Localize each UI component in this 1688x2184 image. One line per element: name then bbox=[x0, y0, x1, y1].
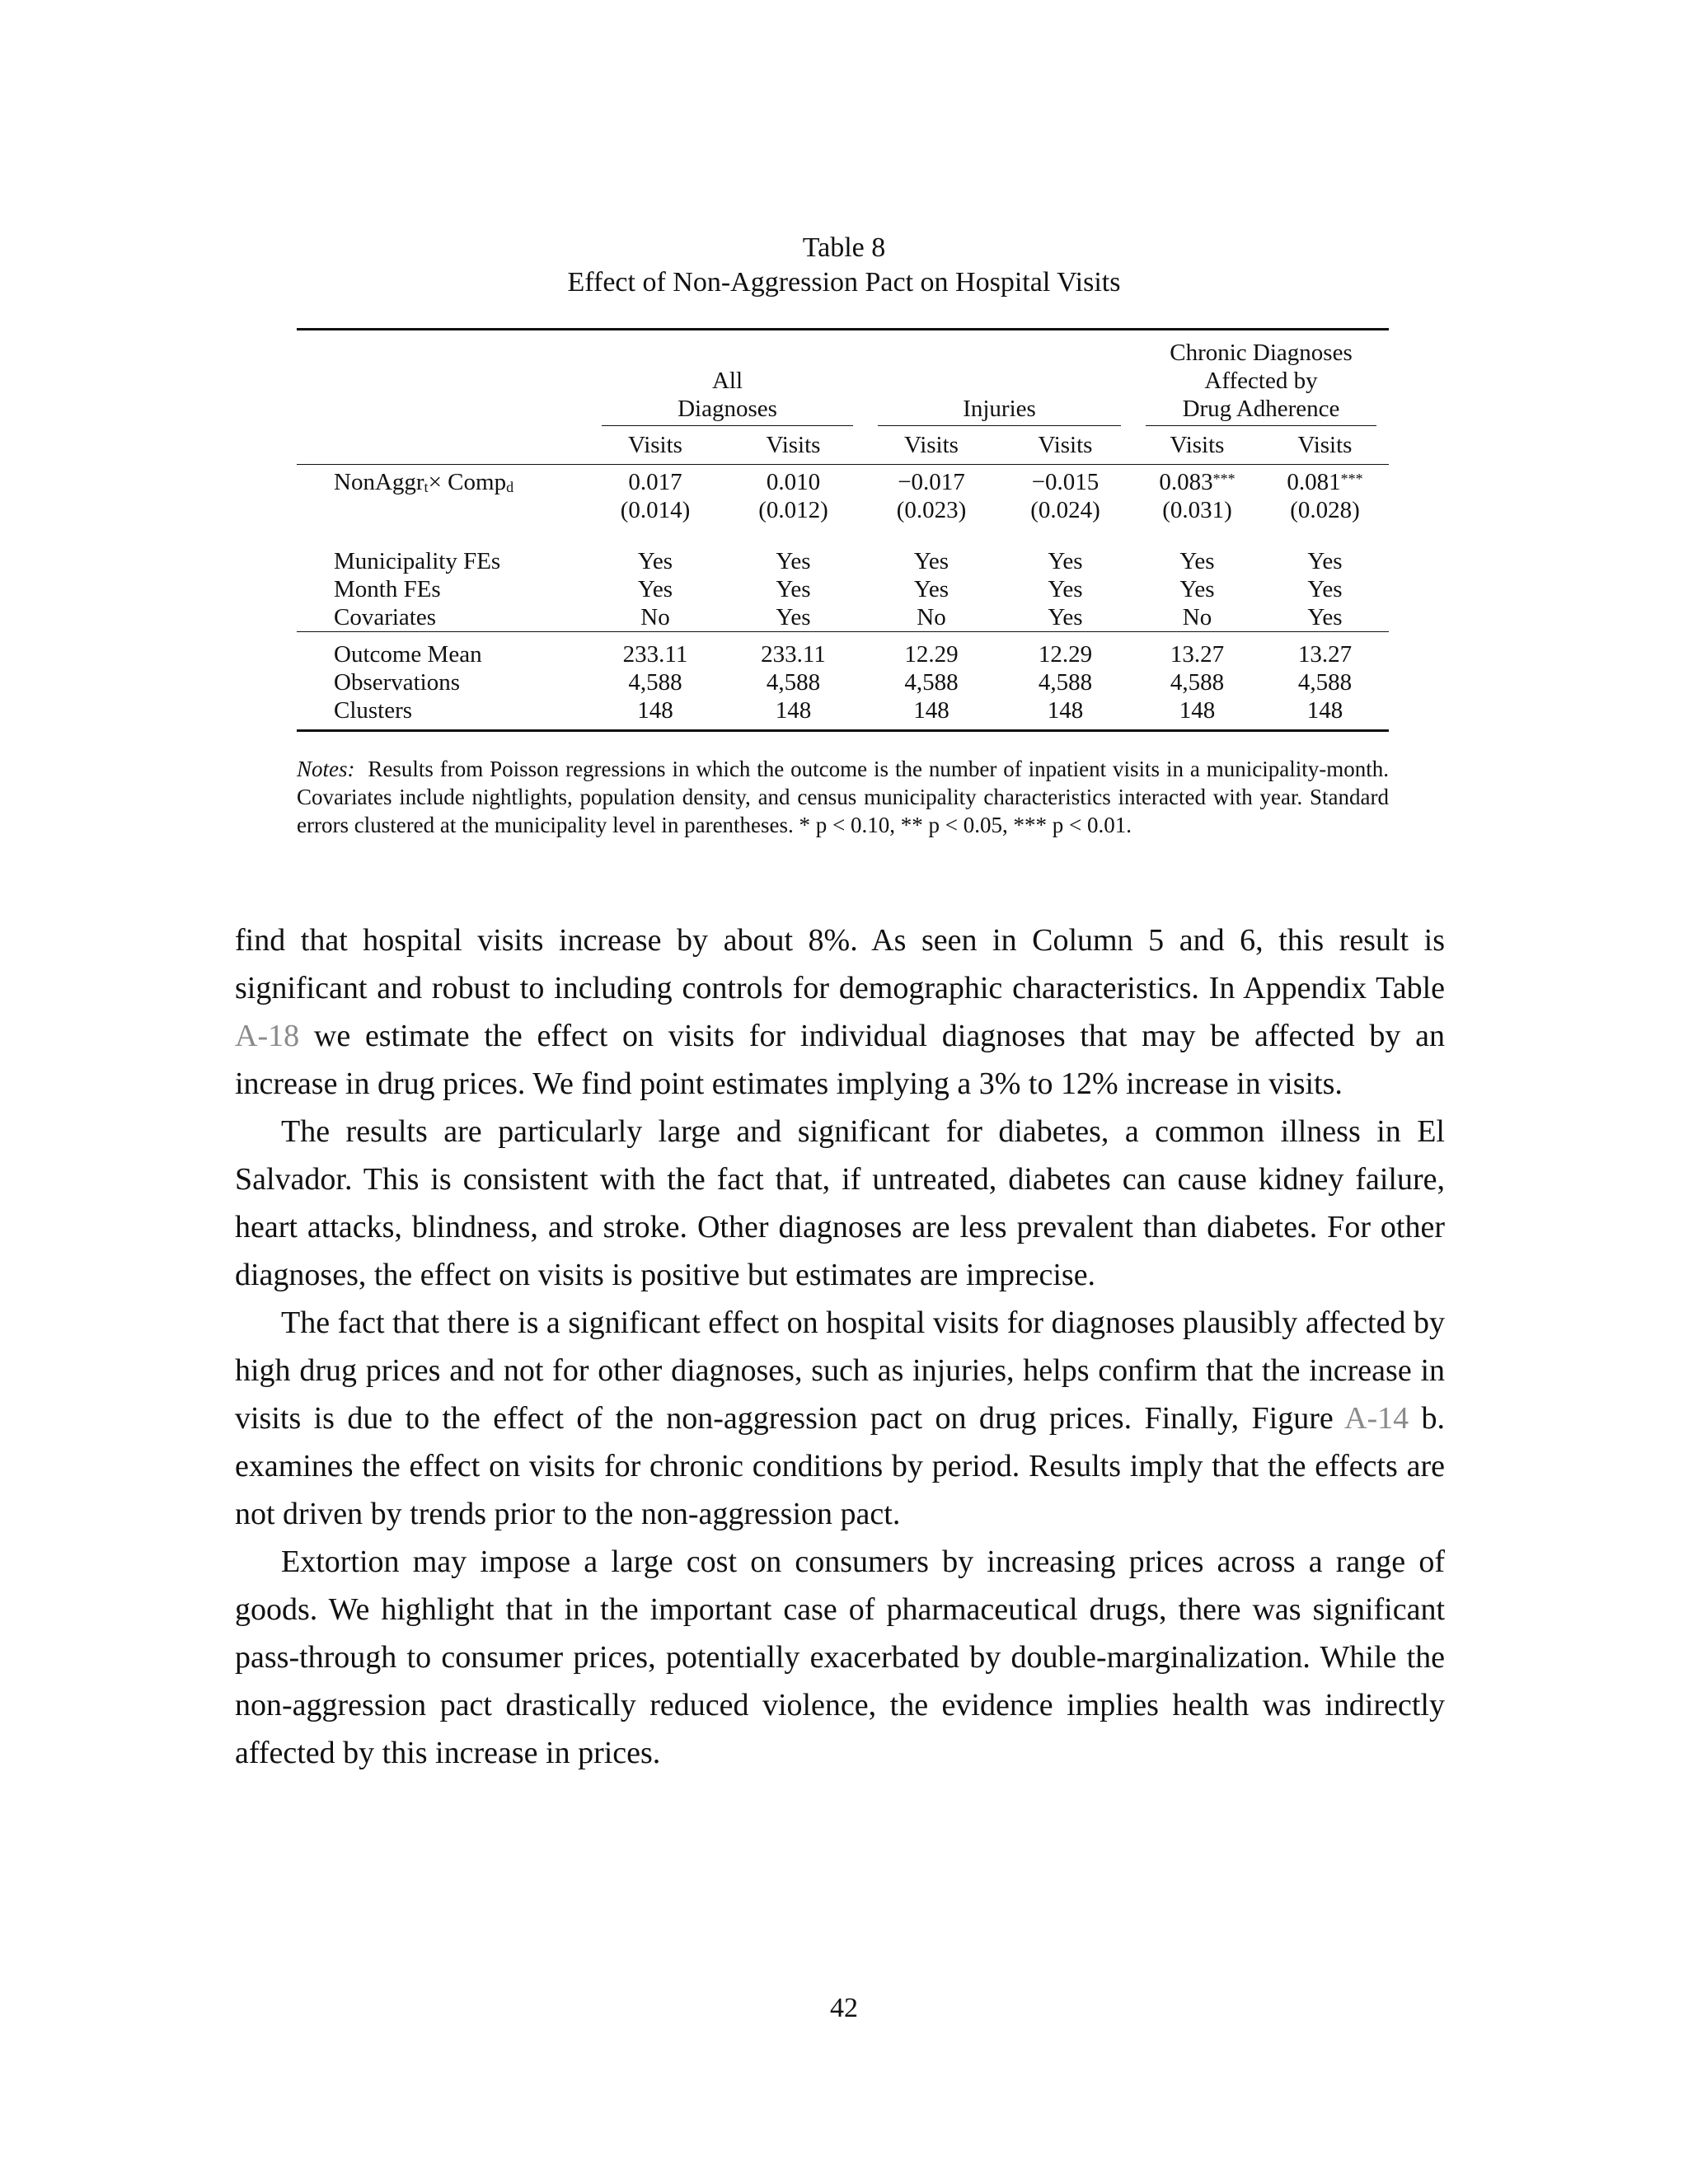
row-label: Covariates bbox=[334, 604, 437, 630]
value-cell: Yes bbox=[637, 548, 673, 574]
se-cell: (0.012) bbox=[758, 497, 828, 523]
coef-row-label: NonAggr$_t$× Comp$_d$ bbox=[334, 469, 514, 495]
se-row bbox=[297, 496, 1389, 524]
value-cell: 13.27 bbox=[1297, 641, 1353, 668]
paragraph-4: Extortion may impose a large cost on consumers by increasing prices across a range of goods. We highlight that in the important case of pharmaceutical drugs, there was significant pass-through to consumer prices, potentially exacerbated by double-marginalization. While the non-aggression pact drastically reduced violence, the evidence implies health was indirectly affected by this increase in prices. bbox=[235, 1544, 1445, 1770]
column-header: Visits bbox=[904, 432, 959, 458]
value-cell: Yes bbox=[1307, 604, 1343, 630]
regression-table bbox=[297, 328, 1389, 732]
figure-ref-link[interactable]: A-14 bbox=[1344, 1401, 1409, 1436]
se-cell: (0.028) bbox=[1290, 497, 1360, 523]
row-label: Clusters bbox=[334, 697, 413, 724]
value-cell: Yes bbox=[776, 548, 811, 574]
value-cell: Yes bbox=[913, 576, 950, 602]
value-cell: 4,588 bbox=[1170, 669, 1225, 696]
se-cell: (0.014) bbox=[620, 497, 691, 523]
se-cell: (0.031) bbox=[1162, 497, 1232, 523]
value-cell: No bbox=[640, 604, 670, 630]
paragraph-2: The results are particularly large and significant for diabetes, a common illness in El Salvador. This is consistent with the fact that, if untreated, diabetes can cause kidney failure, heart attacks, blindness, and stroke. Other diagnoses are less prevalent than diabetes. For other diagnoses, the effect on visits is positive but estimates are imprecise. bbox=[235, 1114, 1445, 1292]
coef-cell: −0.015 bbox=[1031, 469, 1100, 495]
table-notes bbox=[297, 755, 1389, 839]
column-header: Visits bbox=[766, 432, 821, 458]
value-cell: 148 bbox=[1047, 697, 1084, 724]
value-cell: 148 bbox=[913, 697, 950, 724]
value-cell: No bbox=[917, 604, 946, 630]
row-label: Month FEs bbox=[334, 576, 441, 602]
value-cell: 233.11 bbox=[761, 641, 826, 668]
notes-text: Results from Poisson regressions in which the outcome is the number of inpatient visits in a municipality-month. Covariates include nightlights, population density, and census municipality characteristics interacted with year. Standard errors clustered at the municipality level in parentheses. * p < 0.10, ** p < 0.05, *** p < 0.01. bbox=[297, 757, 1389, 837]
value-cell: 233.11 bbox=[622, 641, 688, 668]
value-cell: 148 bbox=[637, 697, 673, 724]
value-cell: Yes bbox=[1307, 548, 1343, 574]
column-header: Visits bbox=[1297, 432, 1353, 458]
value-cell: Yes bbox=[1179, 576, 1215, 602]
value-cell: Yes bbox=[1179, 548, 1215, 574]
value-cell: 4,588 bbox=[904, 669, 959, 696]
value-cell: Yes bbox=[637, 576, 673, 602]
page-number: 42 bbox=[830, 1993, 858, 2023]
table-ref-link[interactable]: A-18 bbox=[235, 1019, 300, 1053]
value-cell: Yes bbox=[913, 548, 950, 574]
value-cell: 13.27 bbox=[1170, 641, 1225, 668]
value-cell: 148 bbox=[775, 697, 812, 724]
row-label: Observations bbox=[334, 669, 461, 696]
column-header: Visits bbox=[1038, 432, 1093, 458]
column-header: Visits bbox=[628, 432, 682, 458]
value-cell: 148 bbox=[1179, 697, 1216, 724]
value-cell: 148 bbox=[1306, 697, 1343, 724]
value-cell: Yes bbox=[1307, 576, 1343, 602]
table-number: Table 8 bbox=[802, 232, 886, 263]
coef-cell: 0.017 bbox=[628, 469, 682, 495]
value-cell: Yes bbox=[1048, 576, 1083, 602]
table-title: Effect of Non-Aggression Pact on Hospital Visits bbox=[567, 267, 1121, 298]
value-cell: 4,588 bbox=[628, 669, 682, 696]
group-chronic-diagnoses: Chronic Diagnoses Affected by Drug Adherence bbox=[1133, 339, 1389, 426]
value-cell: Yes bbox=[776, 604, 811, 630]
stat-row bbox=[297, 668, 1389, 696]
row-label: Municipality FEs bbox=[334, 548, 501, 574]
group-injuries: Injuries bbox=[865, 339, 1133, 426]
value-cell: Yes bbox=[1048, 548, 1083, 574]
notes-label: Notes: bbox=[297, 757, 355, 781]
coef-cell: 0.083*** bbox=[1159, 469, 1236, 495]
paragraph-3: The fact that there is a significant effect on hospital visits for diagnoses plausibly affected by high drug prices and not for other diagnoses, such as injuries, helps confirm that the increase in visits is due to the effect of the non-aggression pact on drug prices. Finally, Figure A-14 b. examines the effect on visits for chronic conditions by period. Results imply that the effects are not driven by trends prior to the non-aggression pact. bbox=[235, 1305, 1445, 1531]
value-cell: 4,588 bbox=[766, 669, 821, 696]
value-cell: 12.29 bbox=[1038, 641, 1093, 668]
se-cell: (0.023) bbox=[896, 497, 967, 523]
control-row bbox=[297, 547, 1389, 575]
column-header-row bbox=[297, 426, 1389, 465]
group-all-diagnoses: All Diagnoses bbox=[589, 339, 865, 426]
value-cell: Yes bbox=[776, 576, 811, 602]
control-row bbox=[297, 575, 1389, 603]
value-cell: 4,588 bbox=[1038, 669, 1093, 696]
coef-cell: 0.081*** bbox=[1287, 469, 1363, 495]
paragraph-1: find that hospital visits increase by about 8%. As seen in Column 5 and 6, this result is significant and robust to including controls for demographic characteristics. In Appendix Table A-18 we estimate the effect on visits for individual diagnoses that may be affected by an increase in drug prices. We find point estimates implying a 3% to 12% increase in visits. bbox=[235, 923, 1445, 1101]
group-header-row bbox=[297, 339, 1389, 426]
row-label: Outcome Mean bbox=[334, 641, 482, 668]
control-row bbox=[297, 603, 1389, 632]
value-cell: No bbox=[1182, 604, 1212, 630]
coef-row bbox=[297, 468, 1389, 496]
stat-row bbox=[297, 640, 1389, 668]
stat-row bbox=[297, 696, 1389, 724]
body-text bbox=[235, 916, 1445, 1777]
value-cell: Yes bbox=[1048, 604, 1083, 630]
value-cell: 12.29 bbox=[904, 641, 959, 668]
coef-cell: 0.010 bbox=[766, 469, 821, 495]
coef-cell: −0.017 bbox=[898, 469, 965, 495]
se-cell: (0.024) bbox=[1030, 497, 1100, 523]
column-header: Visits bbox=[1170, 432, 1225, 458]
value-cell: 4,588 bbox=[1297, 669, 1353, 696]
